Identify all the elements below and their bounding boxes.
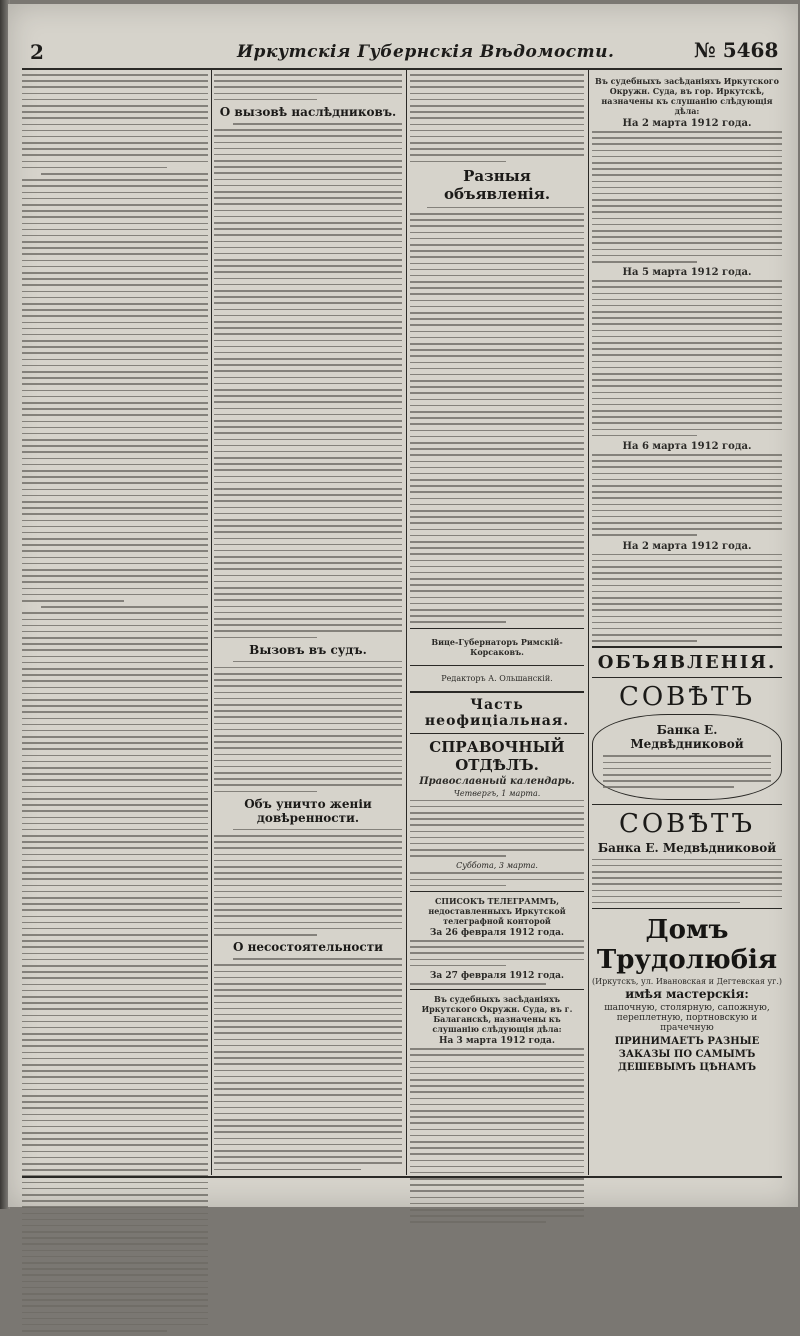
section-heading-revoke: Объ уничто женіи довѣренности.	[244, 796, 372, 825]
bank-name-2: Банка Е. Медвѣдниковой	[597, 840, 777, 855]
text-block	[410, 940, 584, 966]
editor-signature: Редакторъ А. Ольшанскій.	[441, 673, 553, 683]
header-rule	[22, 68, 782, 70]
text-block	[214, 123, 402, 638]
court-date-mar6: На 6 марта 1912 года.	[622, 441, 752, 452]
workshops-label: имѣя мастерскія:	[625, 987, 749, 1002]
house-of-industry-title: Домъ Трудолюбія	[596, 915, 778, 976]
page-number: 2	[30, 40, 44, 64]
telegrams-date-27: За 27 февраля 1912 года.	[429, 970, 565, 981]
calendar-saturday: Суббота, 3 марта.	[456, 861, 538, 871]
unofficial-part-heading: Часть неофиціальная.	[424, 696, 570, 729]
column-divider	[211, 70, 212, 1175]
bank-notice-oval	[592, 714, 782, 799]
text-block	[592, 859, 782, 904]
irkutsk-court-heading: Въ судебныхъ засѣданіяхъ Иркутского Окружн. Суда, въ гор. Иркутскѣ, назначены къ слушанію слѣдующія дѣла:	[594, 76, 780, 116]
court-date-mar3: На 3 марта 1912 года.	[438, 1036, 555, 1047]
text-block	[592, 280, 782, 436]
vice-governor-signature: Вице-Губернаторъ Римскій-Корсаковъ.	[431, 636, 563, 657]
orders-notice: ПРИНИМАЕТЪ РАЗНЫЕ ЗАКАЗЫ ПО САМЫМЪ ДЕШЕВЫМЪ ЦѢНАМЪ	[614, 1036, 760, 1074]
text-block	[410, 872, 584, 886]
section-heading-various: Разныя объявленія.	[443, 166, 551, 203]
telegrams-heading: СПИСОКЪ ТЕЛЕГРАММЪ, недоставленныхъ Иркутской телеграфной конторой	[428, 896, 566, 926]
text-block	[592, 554, 782, 642]
column-divider	[406, 70, 407, 1175]
column-3	[410, 74, 584, 1228]
court-date-mar2b: На 2 марта 1912 года.	[622, 540, 752, 552]
page-header	[22, 36, 782, 68]
column-1	[22, 74, 208, 1336]
bank-name-1: Банка Е. Медвѣдниковой	[630, 723, 744, 752]
text-block	[592, 454, 782, 536]
text-block	[410, 207, 584, 623]
council-heading-1: СОВѢТЪ	[618, 682, 756, 713]
trades-list: шапочную, столярную, сапожную, переплетную, портновскую и прачечную	[604, 1003, 770, 1034]
court-date-mar5: На 5 марта 1912 года.	[622, 267, 752, 279]
text-block	[410, 983, 584, 985]
text-block	[214, 661, 402, 793]
text-block	[410, 800, 584, 857]
column-divider	[588, 70, 589, 1175]
masthead-title: Иркутскія Губернскія Вѣдомости.	[237, 42, 615, 62]
reference-section-heading: СПРАВОЧНЫЙ ОТДѢЛЪ.	[429, 737, 565, 774]
column-2	[214, 74, 402, 1175]
footer-rule	[22, 1176, 782, 1178]
issue-number: № 5468	[694, 38, 779, 62]
text-block	[22, 74, 208, 1332]
house-address: (Иркутскъ, ул. Ивановская и Дегтевская уг.)	[592, 977, 782, 987]
text-block	[410, 1048, 584, 1223]
council-heading-2: СОВѢТЪ	[618, 808, 756, 839]
text-block	[214, 829, 402, 936]
column-4	[592, 74, 782, 1074]
section-heading-insolvency: О несостоятельности	[232, 940, 384, 955]
balagansk-court-heading: Въ судебныхъ засѣданіяхъ Иркутского Окружн. Суда, въ г. Балаганскѣ, назначены къ слушанію слѣдующія дѣла:	[421, 994, 573, 1035]
court-date-mar2: На 2 марта 1912 года.	[622, 118, 752, 129]
calendar-thursday: Четвергъ, 1 марта.	[453, 788, 541, 798]
text-block	[592, 131, 782, 263]
text-block	[214, 74, 402, 100]
announcements-heading: ОБЪЯВЛЕНІЯ.	[597, 652, 777, 674]
text-block	[410, 74, 584, 162]
section-heading-heirs: О вызовѣ наслѣдниковъ.	[219, 104, 397, 119]
telegrams-date-26: За 26 февраля 1912 года.	[429, 928, 565, 938]
section-heading-court: Вызовъ въ судъ.	[249, 642, 367, 657]
calendar-heading: Православный календарь.	[419, 775, 575, 787]
text-block	[603, 755, 771, 788]
text-block	[214, 958, 402, 1170]
